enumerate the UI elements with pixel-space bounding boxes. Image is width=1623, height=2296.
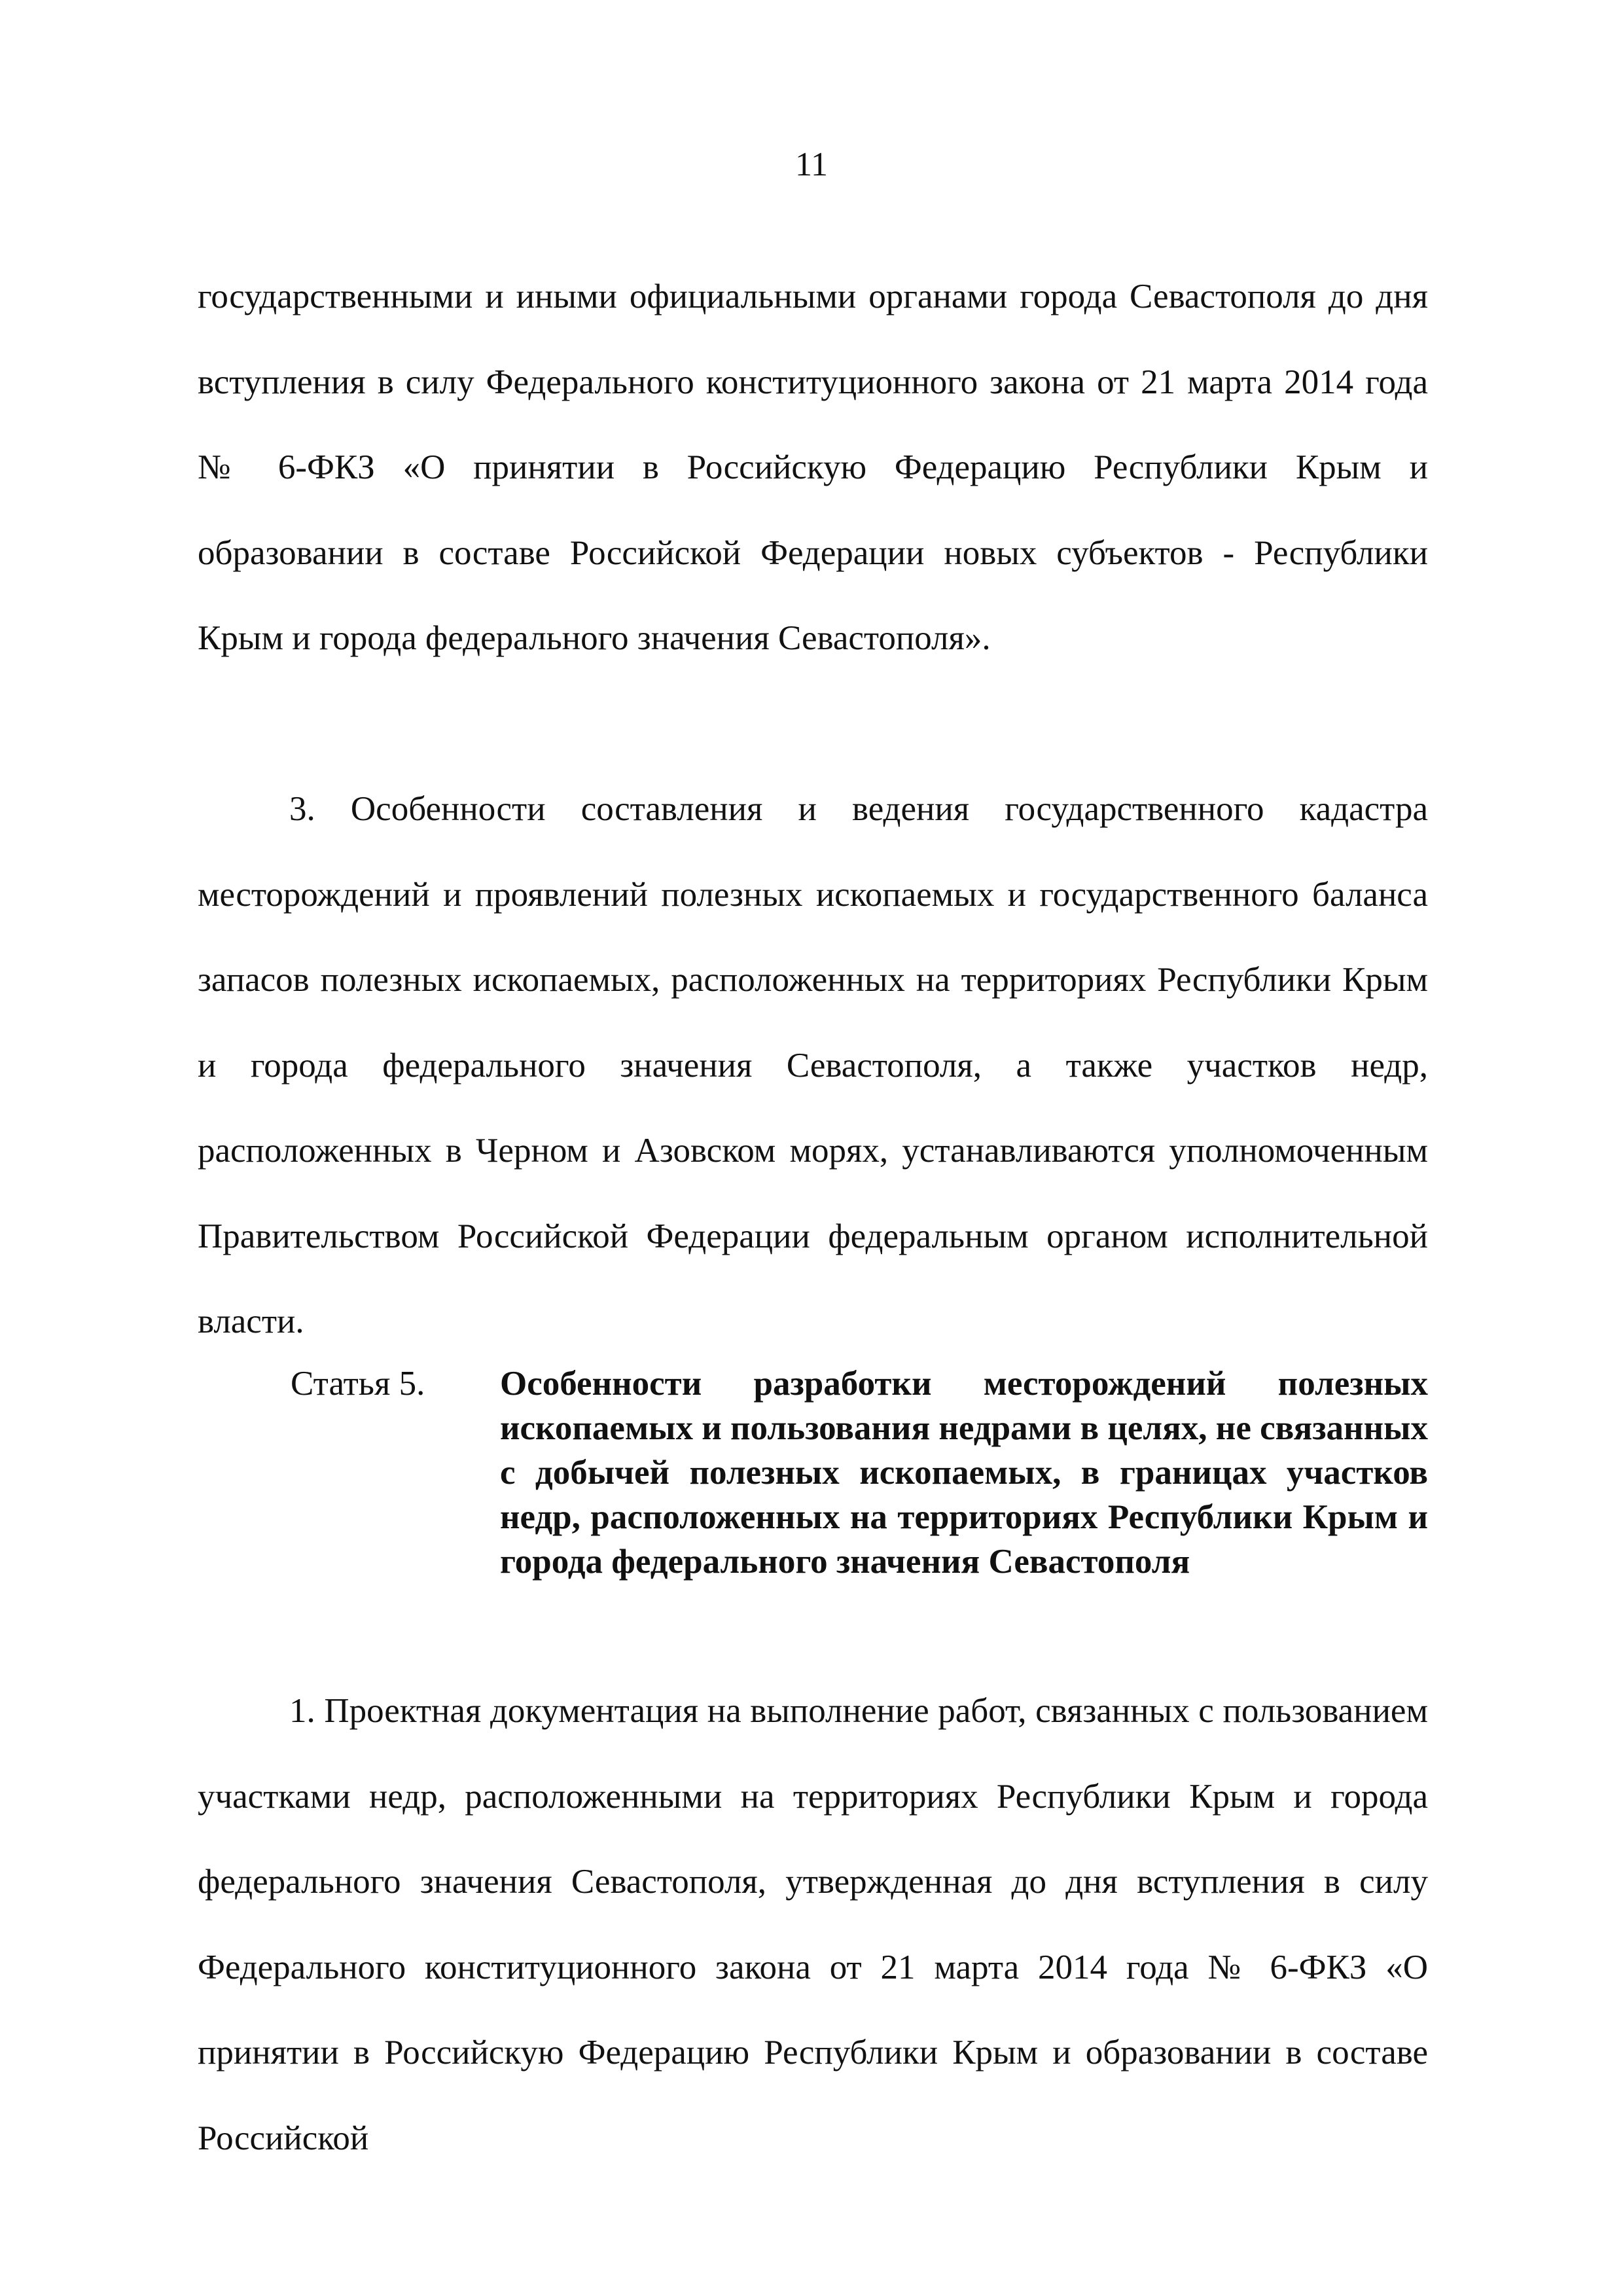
paragraph-continuation: государственными и иными официальными органами города Севастополя до дня вступления в силу Федерального конституционного закона от 21 марта 2014 года № 6-ФКЗ «О принятии в Российскую Федерацию Республики Крым и образовании в составе Российской Федерации новых субъектов - Республики Крым и города федерального значения Севастополя». bbox=[198, 278, 1428, 657]
paragraph-item-1: 1. Проектная документация на выполнение работ, связанных с пользованием участками недр, расположенными на территориях Республики Крым и города федерального значения Севастополя, утвержденная до дня вступления в силу Федерального конституционного закона от 21 марта 2014 года № 6-ФКЗ «О принятии в Российскую Федерацию Республики Крым и образовании в составе Российской bbox=[198, 1692, 1428, 2157]
article-title: Особенности разработки месторождений полезных ископаемых и пользования недрами в целях, не связанных с добычей полезных ископаемых, в границах участков недр, расположенных на территориях Республики Крым и города федерального значения Севастополя bbox=[500, 1365, 1428, 1581]
paragraph-item-3: 3. Особенности составления и ведения государственного кадастра месторождений и проявлений полезных ископаемых и государственного баланса запасов полезных ископаемых, расположенных на территориях Республики Крым и города федерального значения Севастополя, а также участков недр, расположенных в Черном и Азовском морях, устанавливаются уполномоченным Правительством Российской Федерации федеральным органом исполнительной власти. bbox=[198, 790, 1428, 1340]
article-heading bbox=[198, 1361, 1428, 1636]
page-number: 11 bbox=[794, 146, 829, 183]
article-label: Статья 5. bbox=[291, 1365, 425, 1403]
